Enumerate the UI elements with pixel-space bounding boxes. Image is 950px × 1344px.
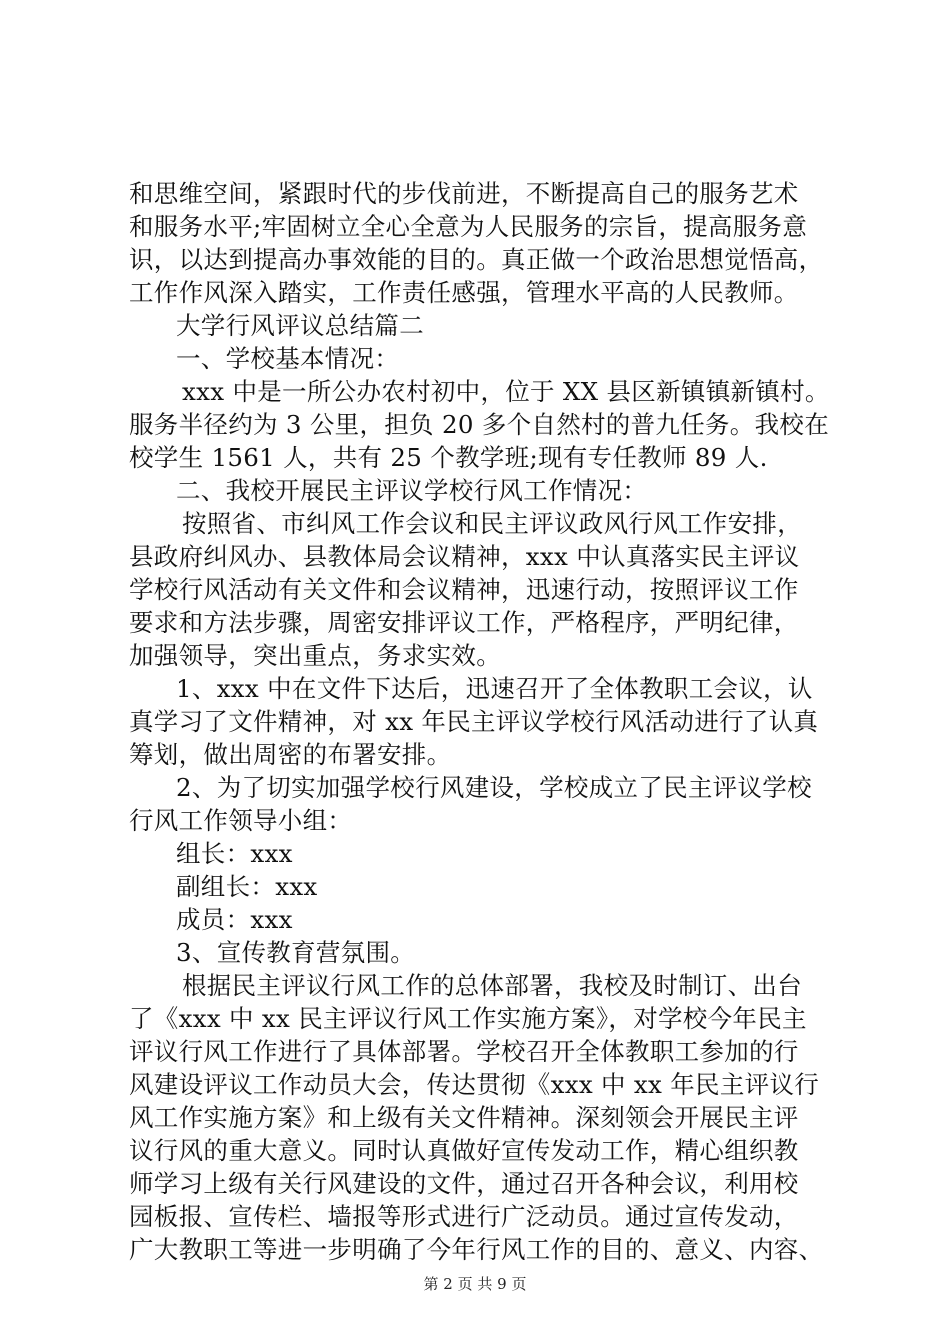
body-line: 加强领导，突出重点，务求实效。 <box>129 641 501 670</box>
body-line: 了《xxx 中 xx 民主评议行风工作实施方案》，对学校今年民主 <box>129 1004 807 1033</box>
body-line: 真学习了文件精神，对 xx 年民主评议学校行风活动进行了认真 <box>129 707 819 736</box>
body-line: 服务半径约为 3 公里，担负 20 多个自然村的普九任务。我校在 <box>129 410 830 439</box>
body-line: 县政府纠风办、县教体局会议精神，xxx 中认真落实民主评议 <box>129 542 800 571</box>
body-line: 广大教职工等进一步明确了今年行风工作的目的、意义、内容、 <box>129 1235 824 1264</box>
body-line: 和服务水平;牢固树立全心全意为人民服务的宗旨，提高服务意 <box>129 212 808 241</box>
body-line: 风工作实施方案》和上级有关文件精神。深刻领会开展民主评 <box>129 1103 799 1132</box>
body-line: 1、xxx 中在文件下达后，迅速召开了全体教职工会议，认 <box>176 674 813 703</box>
body-line: 风建设评议工作动员大会，传达贯彻《xxx 中 xx 年民主评议行 <box>129 1070 820 1099</box>
body-line: 议行风的重大意义。同时认真做好宣传发动工作，精心组织教 <box>129 1136 799 1165</box>
body-line: 副组长：xxx <box>176 872 318 901</box>
section-heading: 一、学校基本情况： <box>176 344 400 373</box>
body-line: 按照省、市纠风工作会议和民主评议政风行风工作安排， <box>182 509 802 538</box>
body-line: 评议行风工作进行了具体部署。学校召开全体教职工参加的行 <box>129 1037 799 1066</box>
body-line: 2、为了切实加强学校行风建设，学校成立了民主评议学校 <box>176 773 812 802</box>
section-heading: 二、我校开展民主评议学校行风工作情况： <box>176 476 648 505</box>
body-line: 成员：xxx <box>176 905 293 934</box>
body-line: 校学生 1561 人，共有 25 个教学班;现有专任教师 89 人. <box>129 443 768 472</box>
body-line: 组长：xxx <box>176 839 293 868</box>
section-heading: 大学行风评议总结篇二 <box>176 311 424 340</box>
body-line: 园板报、宣传栏、墙报等形式进行广泛动员。通过宣传发动， <box>129 1202 799 1231</box>
body-line: 要求和方法步骤，周密安排评议工作，严格程序，严明纪律， <box>129 608 799 637</box>
body-line: 根据民主评议行风工作的总体部署，我校及时制订、出台 <box>182 971 802 1000</box>
body-line: 工作作风深入踏实，工作责任感强，管理水平高的人民教师。 <box>129 278 799 307</box>
body-line: 师学习上级有关行风建设的文件，通过召开各种会议，利用校 <box>129 1169 799 1198</box>
body-line: 学校行风活动有关文件和会议精神，迅速行动，按照评议工作 <box>129 575 799 604</box>
body-line: 和思维空间，紧跟时代的步伐前进，不断提高自己的服务艺术 <box>129 179 799 208</box>
body-line: 3、宣传教育营氛围。 <box>176 938 416 967</box>
page-number-footer: 第 2 页 共 9 页 <box>423 1275 527 1293</box>
body-line: 行风工作领导小组： <box>129 806 353 835</box>
body-line: xxx 中是一所公办农村初中，位于 XX 县区新镇镇新镇村。 <box>182 377 830 406</box>
body-line: 筹划，做出周密的布署安排。 <box>129 740 452 769</box>
body-line: 识，以达到提高办事效能的目的。真正做一个政治思想觉悟高， <box>129 245 824 274</box>
